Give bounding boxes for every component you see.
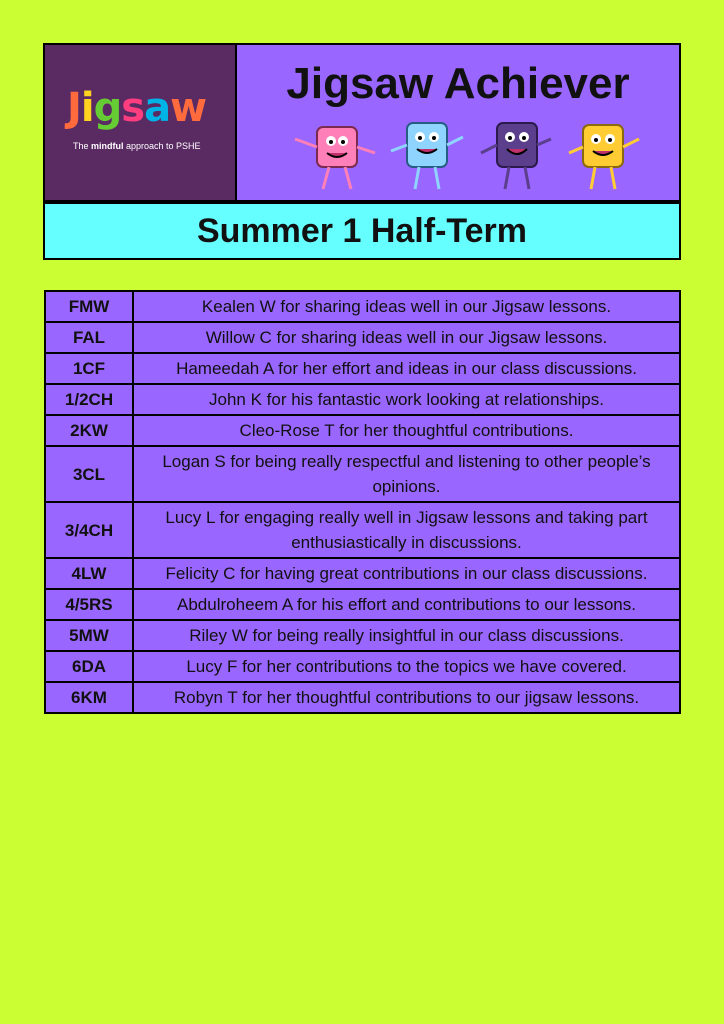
class-name-cell: 4LW xyxy=(45,558,133,589)
class-name-cell: 2KW xyxy=(45,415,133,446)
blue-piece-character-icon xyxy=(391,123,463,189)
achievement-cell: Willow C for sharing ideas well in our Jigsaw lessons. xyxy=(133,322,680,353)
table-row xyxy=(45,558,680,589)
yellow-piece-character-icon xyxy=(569,125,639,189)
logo-tagline: The mindful approach to PSHE xyxy=(73,141,201,151)
table-row xyxy=(45,353,680,384)
table-row xyxy=(45,682,680,713)
awards-table xyxy=(44,290,681,714)
table-row xyxy=(45,589,680,620)
table-row xyxy=(45,620,680,651)
table-row xyxy=(45,502,680,558)
achievement-cell: Lucy L for engaging really well in Jigsaw lessons and taking part enthusiastically in discussions. xyxy=(133,502,680,558)
achievement-cell: John K for his fantastic work looking at relationships. xyxy=(133,384,680,415)
table-row xyxy=(45,415,680,446)
header-panel xyxy=(43,43,681,260)
class-name-cell: FAL xyxy=(45,322,133,353)
term-banner xyxy=(45,202,679,258)
table-row xyxy=(45,291,680,322)
achievement-cell: Abdulroheem A for his effort and contributions to our lessons. xyxy=(133,589,680,620)
table-row xyxy=(45,384,680,415)
table-row xyxy=(45,322,680,353)
achievement-cell: Cleo-Rose T for her thoughtful contributions. xyxy=(133,415,680,446)
title-box xyxy=(237,45,679,200)
class-name-cell: FMW xyxy=(45,291,133,322)
class-name-cell: 1CF xyxy=(45,353,133,384)
class-name-cell: 4/5RS xyxy=(45,589,133,620)
achievement-cell: Kealen W for sharing ideas well in our Jigsaw lessons. xyxy=(133,291,680,322)
achievement-cell: Riley W for being really insightful in our class discussions. xyxy=(133,620,680,651)
achievement-cell: Felicity C for having great contributions in our class discussions. xyxy=(133,558,680,589)
class-name-cell: 5MW xyxy=(45,620,133,651)
class-name-cell: 6KM xyxy=(45,682,133,713)
class-name-cell: 1/2CH xyxy=(45,384,133,415)
jigsaw-characters-illustration xyxy=(287,117,647,197)
term-title: Summer 1 Half-Term xyxy=(196,211,528,250)
achievement-cell: Lucy F for her contributions to the topics we have covered. xyxy=(133,651,680,682)
achievement-cell: Robyn T for her thoughtful contributions to our jigsaw lessons. xyxy=(133,682,680,713)
achievement-cell: Logan S for being really respectful and listening to other people’s opinions. xyxy=(133,446,680,502)
logo-wordmark: Jigsaw xyxy=(67,85,207,131)
table-row xyxy=(45,651,680,682)
class-name-cell: 3/4CH xyxy=(45,502,133,558)
class-name-cell: 6DA xyxy=(45,651,133,682)
class-name-cell: 3CL xyxy=(45,446,133,502)
purple-piece-character-icon xyxy=(481,123,551,189)
achievement-cell: Hameedah A for her effort and ideas in our class discussions. xyxy=(133,353,680,384)
page-title: Jigsaw Achiever xyxy=(286,59,630,108)
jigsaw-logo xyxy=(45,45,237,200)
pink-piece-character-icon xyxy=(295,127,375,189)
table-row xyxy=(45,446,680,502)
